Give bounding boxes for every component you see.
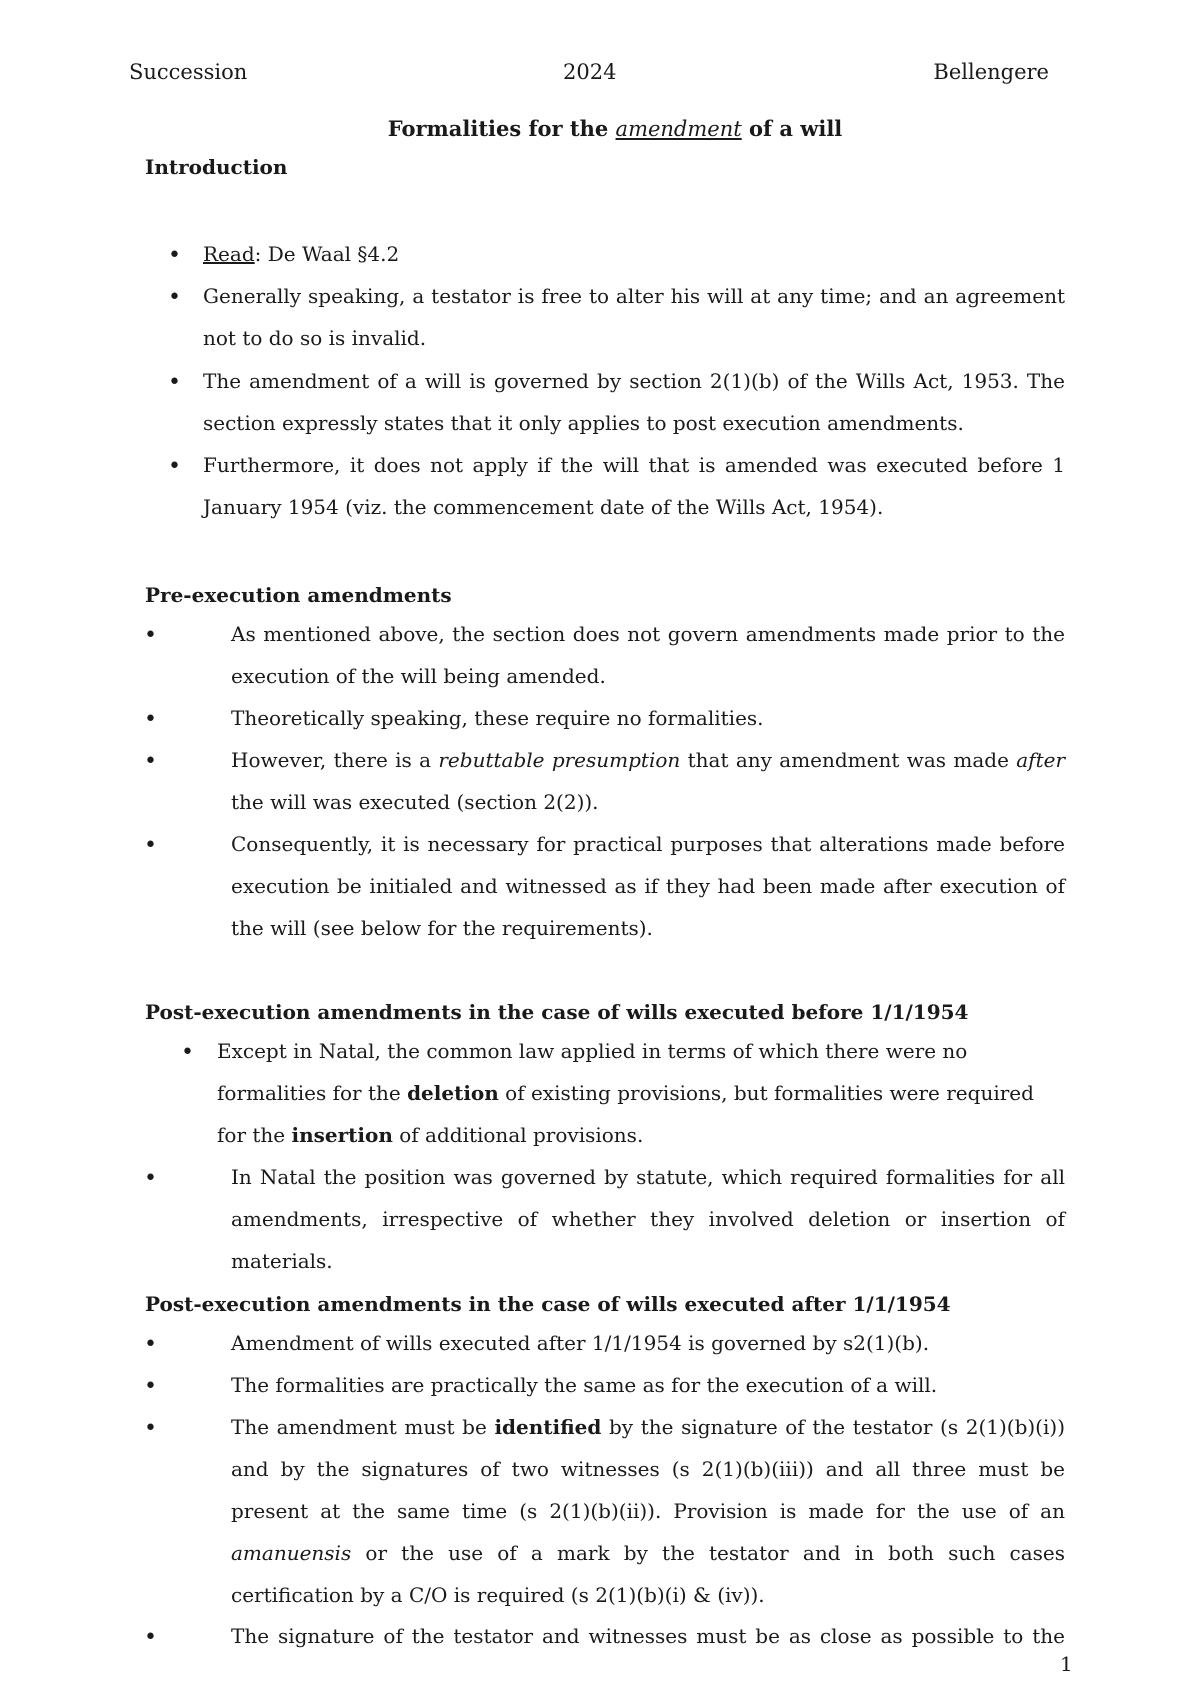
after-item-governed: Amendment of wills executed after 1/1/1954 is governed by s2(1)(b). xyxy=(231,1331,930,1355)
bullet-icon: • xyxy=(168,243,181,268)
bullet-icon: • xyxy=(144,833,157,858)
pre-item-scope: As mentioned above, the section does not govern amendments made prior to the execution of the will being amended. xyxy=(231,622,1065,688)
bullet-icon: • xyxy=(144,1374,157,1399)
bullet-icon: • xyxy=(168,370,181,395)
header-year: 2024 xyxy=(563,60,617,84)
page-number: 1 xyxy=(1060,1652,1073,1676)
intro-item-governed: The amendment of a will is governed by section 2(1)(b) of the Wills Act, 1953. The section expressly states that it only applies to post execution amendments. xyxy=(203,369,1065,435)
after-item-signature-placement: The signature of the testator and witnesses must be as close as possible to the xyxy=(231,1624,1065,1648)
document-title: Formalities for the amendment of a will xyxy=(387,116,843,141)
title-emphasis: amendment xyxy=(615,117,742,141)
intro-item-exception: Furthermore, it does not apply if the will that is amended was executed before 1 January 1954 (viz. the commencement date of the Wills Act, 1954). xyxy=(203,453,1065,519)
heading-introduction: Introduction xyxy=(145,155,288,179)
heading-post-before: Post-execution amendments in the case of wills executed before 1/1/1954 xyxy=(145,1000,969,1024)
intro-item-freedom: Generally speaking, a testator is free to alter his will at any time; and an agreement not to do so is invalid. xyxy=(203,284,1065,350)
header-course: Succession xyxy=(129,60,248,84)
after-item-identified: The amendment must be identified by the signature of the testator (s 2(1)(b)(i)) and by the signatures of two witnesses (s 2(1)(b)(iii)) and all three must be present at the same time (s 2(1)(b)(ii)). Provision is made for the use of an amanuensis or the use of a mark by the testator and in both such cases certification by a C/O is required (s 2(1)(b)(i) & (iv)). xyxy=(231,1415,1065,1607)
bullet-icon: • xyxy=(144,623,157,648)
pre-item-practical: Consequently, it is necessary for practical purposes that alterations made before execution be initialed and witnessed as if they had been made after execution of the will (see below for the requirements). xyxy=(231,832,1065,940)
heading-post-after: Post-execution amendments in the case of wills executed after 1/1/1954 xyxy=(145,1292,951,1316)
pre-item-no-formalities: Theoretically speaking, these require no formalities. xyxy=(231,706,764,730)
page-header xyxy=(129,60,1049,90)
intro-item-read: Read: De Waal §4.2 xyxy=(203,242,400,266)
bullet-icon: • xyxy=(144,707,157,732)
bullet-icon: • xyxy=(144,1332,157,1357)
bullet-icon: • xyxy=(144,1416,157,1441)
before-item-natal: In Natal the position was governed by statute, which required formalities for all amendments, irrespective of whether they involved deletion or insertion of materials. xyxy=(231,1165,1065,1273)
bullet-icon: • xyxy=(181,1040,194,1065)
bullet-icon: • xyxy=(144,749,157,774)
bullet-icon: • xyxy=(168,454,181,479)
header-author: Bellengere xyxy=(933,60,1049,84)
bullet-icon: • xyxy=(168,285,181,310)
bullet-icon: • xyxy=(144,1625,157,1650)
before-item-common-law: Except in Natal, the common law applied in terms of which there were no formalities for the deletion of existing provisions, but formalities were required for the insertion of additional provisions. xyxy=(217,1039,1034,1147)
pre-item-presumption: However, there is a rebuttable presumption that any amendment was made after the will was executed (section 2(2)). xyxy=(231,748,1066,814)
bullet-icon: • xyxy=(144,1166,157,1191)
after-item-same-formalities: The formalities are practically the same as for the execution of a will. xyxy=(231,1373,938,1397)
heading-pre-execution: Pre-execution amendments xyxy=(145,583,452,607)
